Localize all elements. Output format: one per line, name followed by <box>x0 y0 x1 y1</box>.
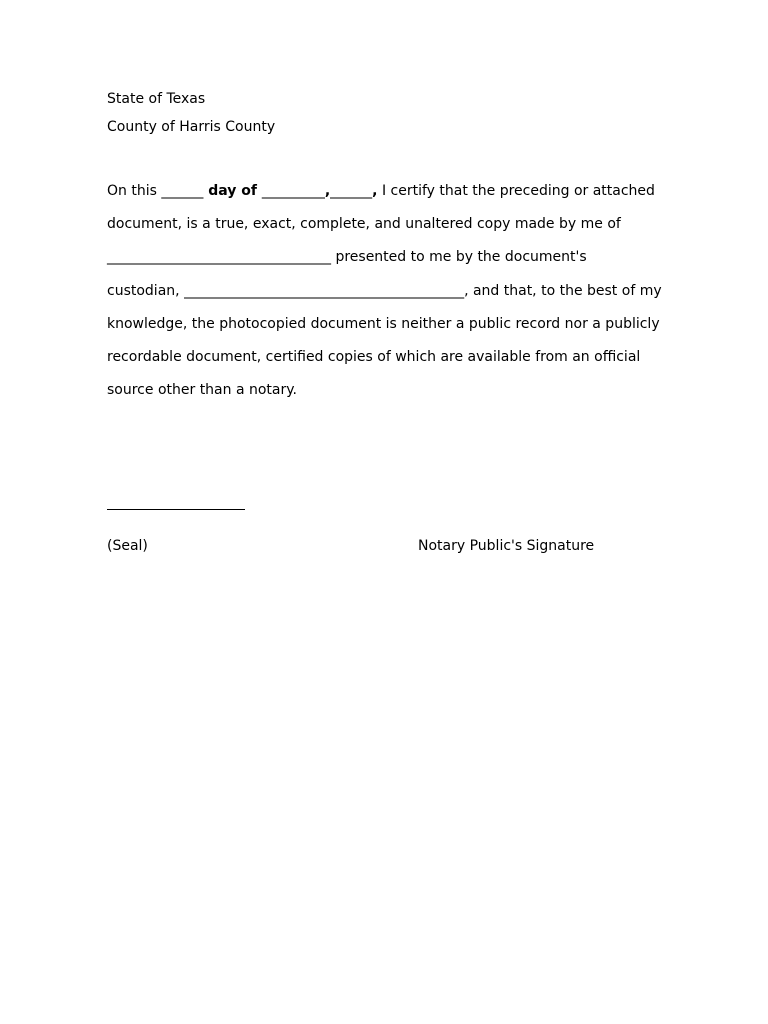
day-of-text: day of <box>203 183 262 199</box>
day-blank: ______ <box>161 183 204 199</box>
year-blank: ______ <box>330 183 373 199</box>
paragraph-line-6: recordable document, certified copies of which are available from an official <box>107 348 641 365</box>
custodian-blank: ________________________________________ <box>184 282 465 299</box>
presented-text: presented to me by the document's <box>331 249 587 266</box>
paragraph-line-5: knowledge, the photocopied document is neither a public record nor a publicly <box>107 315 660 332</box>
certification-paragraph <box>107 175 667 407</box>
county-line: County of Harris County <box>107 119 276 135</box>
signature-line <box>107 509 245 510</box>
comma-2: , <box>372 183 378 199</box>
month-blank: _________ <box>261 183 325 199</box>
certify-text: I certify that the preceding or attached <box>377 183 655 199</box>
paragraph-line-3 <box>107 241 667 274</box>
seal-label: (Seal) <box>107 538 148 554</box>
comma-1: , <box>324 183 331 199</box>
paragraph-line-2: document, is a true, exact, complete, and unaltered copy made by me of <box>107 216 621 233</box>
notary-signature-label: Notary Public's Signature <box>418 538 595 554</box>
best-of-my-text: , and that, to the best of my <box>464 282 662 299</box>
state-line: State of Texas <box>107 91 206 107</box>
on-this-text: On this <box>107 183 162 199</box>
paragraph-line-4 <box>107 275 667 308</box>
custodian-text: custodian, <box>107 282 185 299</box>
paragraph-line-1 <box>107 175 667 208</box>
document-description-blank: ________________________________ <box>107 249 331 266</box>
paragraph-line-7: source other than a notary. <box>107 382 297 399</box>
